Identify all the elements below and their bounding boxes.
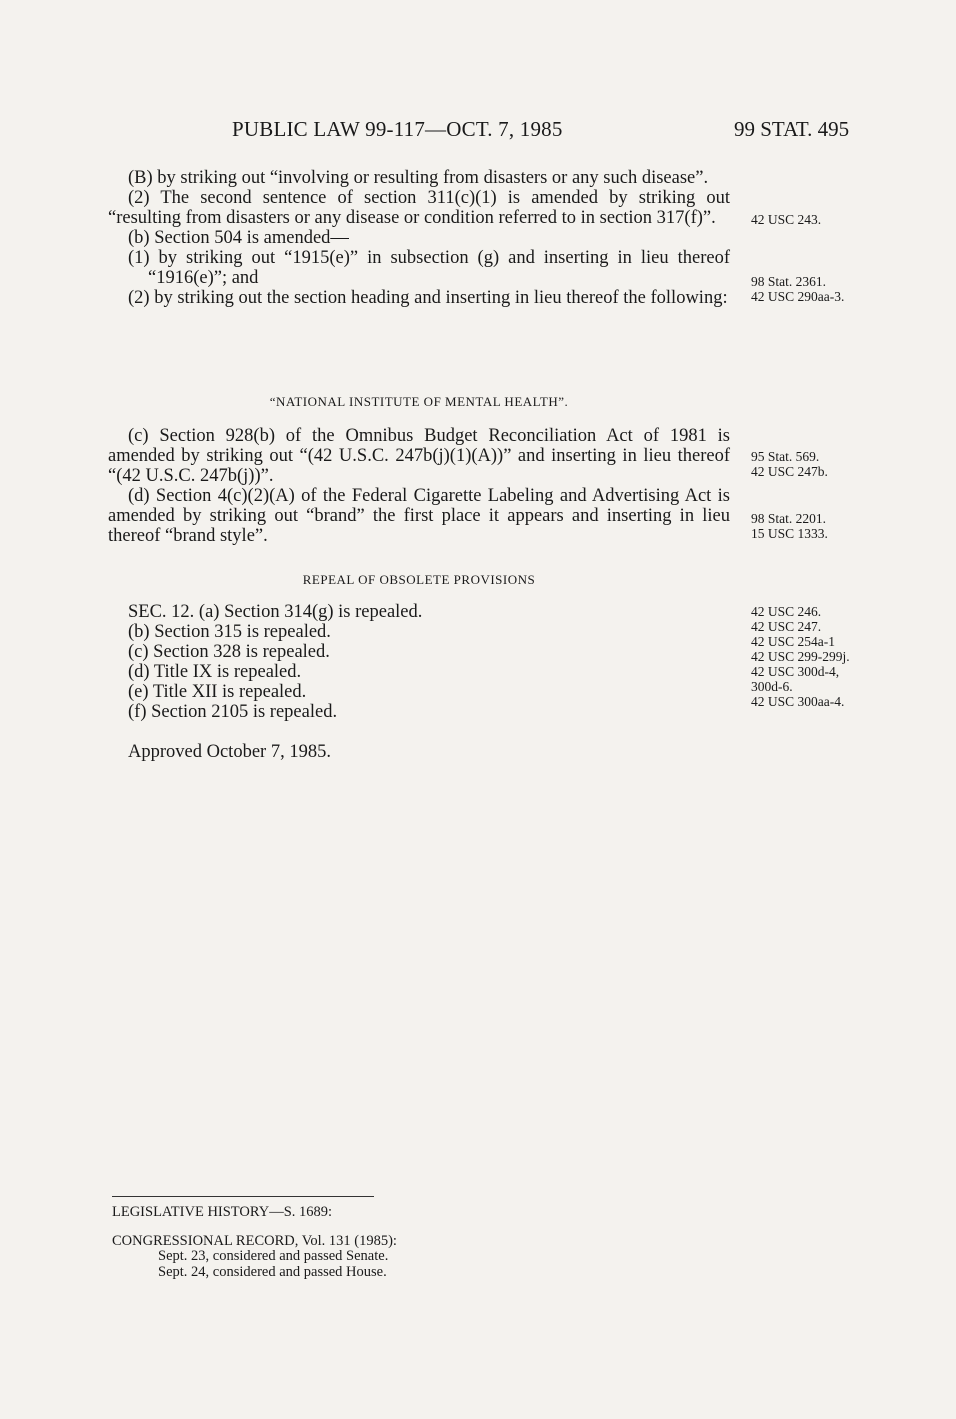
section-12-b: (b) Section 315 is repealed. — [128, 622, 331, 642]
amendment-block-cd — [108, 426, 730, 546]
footnote-rule — [112, 1196, 374, 1197]
paragraph-b-striking: (B) by striking out “involving or resulting from disasters or any such disease”. — [128, 168, 709, 188]
section-12-d: (d) Title IX is repealed. — [128, 662, 302, 682]
amendment-block — [108, 168, 730, 308]
section-heading-repeal: REPEAL OF OBSOLETE PROVISIONS — [302, 572, 536, 587]
section-12-f: (f) Section 2105 is repealed. — [128, 702, 338, 722]
legislative-history-title: LEGISLATIVE HISTORY—S. 1689: — [112, 1204, 333, 1220]
sidenote-omnibus: 95 Stat. 569. 42 USC 247b. — [751, 449, 828, 479]
sidenote-usc-243: 42 USC 243. — [751, 212, 822, 227]
paragraph-c-omnibus: (c) Section 928(b) of the Omnibus Budget Reconciliation Act of 1981 is amended by striking out “(42 U.S.C. 247b(j)(1)(A))” and inserting in lieu thereof “(42 U.S.C. 247b(j))”. — [108, 426, 730, 486]
paragraph-2-second-sentence: (2) The second sentence of section 311(c)(1) is amended by striking out “resulting from disasters or any disease or condition referred to in section 317(f)”. — [108, 188, 730, 228]
legislative-history — [112, 1205, 397, 1280]
inserted-heading: “NATIONAL INSTITUTE OF MENTAL HEALTH”. — [269, 394, 569, 409]
paragraph-section-504: (b) Section 504 is amended— — [128, 228, 349, 248]
sidenote-504: 98 Stat. 2361. 42 USC 290aa-3. — [751, 274, 845, 304]
header-title: PUBLIC LAW 99-117—OCT. 7, 1985 — [232, 117, 563, 141]
repeal-block — [108, 602, 730, 722]
approved-date: Approved October 7, 1985. — [128, 742, 331, 762]
approved-line — [108, 742, 730, 762]
header-stat-page: 99 STAT. 495 — [734, 117, 850, 141]
paragraph-504-1: (1) by striking out “1915(e)” in subsection (g) and inserting in lieu thereof “1916(e)”; and — [128, 248, 730, 288]
paragraph-504-2: (2) by striking out the section heading and inserting in lieu thereof the following: — [128, 288, 728, 308]
record-senate: Sept. 23, considered and passed Senate. — [158, 1248, 389, 1264]
section-12-c: (c) Section 328 is repealed. — [128, 642, 330, 662]
sidenote-repeal: 42 USC 246. 42 USC 247. 42 USC 254a-1 42 USC 299-299j. 42 USC 300d-4, 300d-6. 42 USC 300aa-4. — [751, 604, 850, 709]
paragraph-d-cigarette: (d) Section 4(c)(2)(A) of the Federal Cigarette Labeling and Advertising Act is amended by striking out “brand” the first place it appears and inserting in lieu thereof “brand style”. — [108, 486, 730, 546]
section-12-a: SEC. 12. (a) Section 314(g) is repealed. — [128, 602, 423, 622]
congressional-record: CONGRESSIONAL RECORD, Vol. 131 (1985): — [112, 1232, 397, 1249]
sidenote-cigarette: 98 Stat. 2201. 15 USC 1333. — [751, 511, 828, 541]
record-house: Sept. 24, considered and passed House. — [158, 1263, 387, 1280]
section-12-e: (e) Title XII is repealed. — [128, 682, 307, 702]
